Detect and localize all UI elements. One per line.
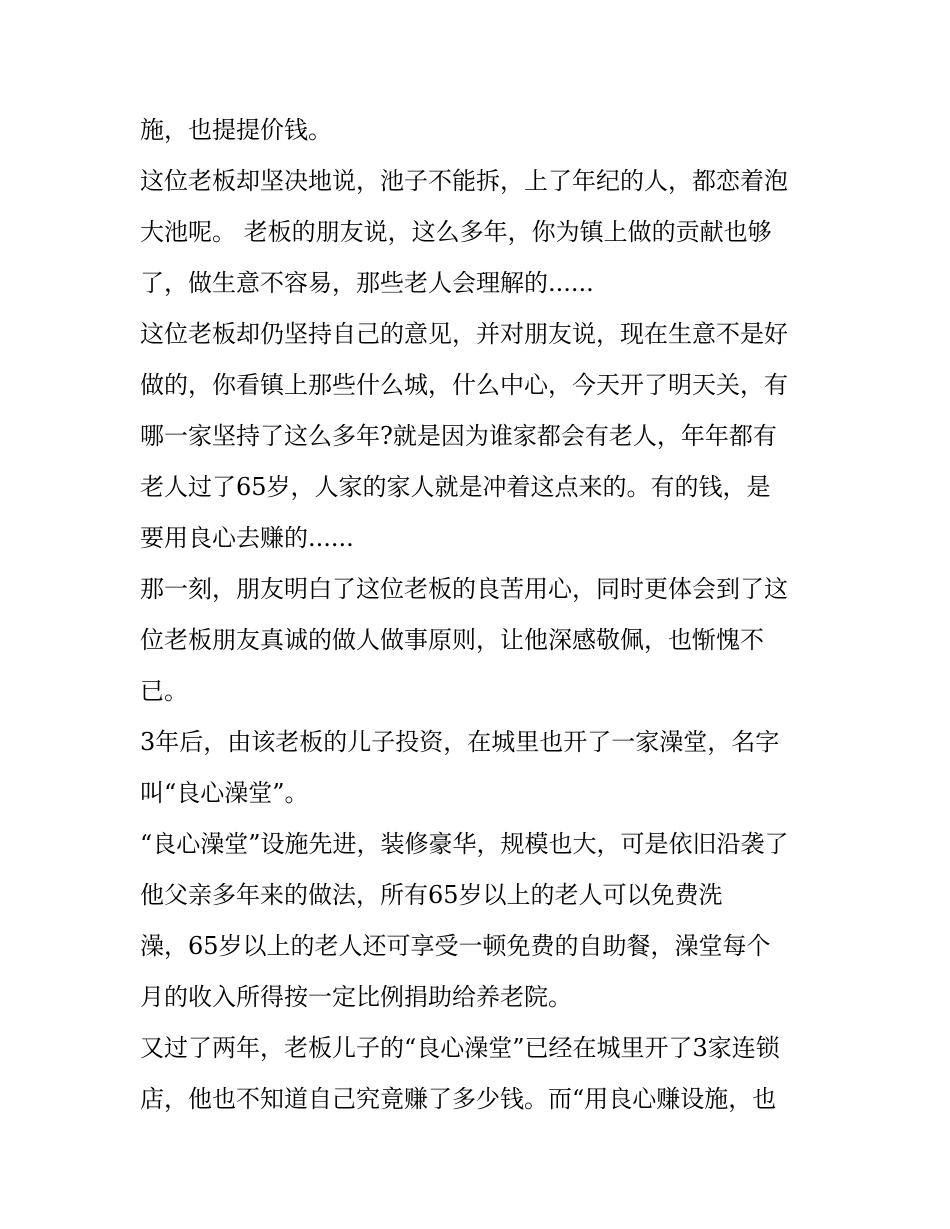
text-line: 那一刻，朋友明白了这位老板的良苦用心，同时更体会到了这 bbox=[140, 575, 788, 603]
text-line: 哪一家坚持了这么多年?就是因为谁家都会有老人，年年都有 bbox=[140, 422, 777, 450]
text-line: 澡，65岁以上的老人还可享受一顿免费的自助餐，澡堂每个 bbox=[140, 932, 771, 960]
text-line: 要用良心去赚的...... bbox=[140, 524, 354, 552]
text-line: 做的，你看镇上那些什么城，什么中心，今天开了明天关，有 bbox=[140, 371, 788, 399]
text-line: 他父亲多年来的做法，所有65岁以上的老人可以免费洗 bbox=[140, 881, 723, 909]
text-line: 已。 bbox=[140, 677, 188, 705]
text-line: 施，也提提价钱。 bbox=[140, 116, 332, 144]
text-line: 这位老板却仍坚持自己的意见，并对朋友说，现在生意不是好 bbox=[140, 320, 788, 348]
text-line: 了，做生意不容易，那些老人会理解的...... bbox=[140, 269, 594, 297]
text-line: 位老板朋友真诚的做人做事原则，让他深感敬佩，也惭愧不 bbox=[140, 626, 764, 654]
text-line: 3年后，由该老板的儿子投资，在城里也开了一家澡堂，名字 bbox=[140, 728, 780, 756]
text-line: 又过了两年，老板儿子的“良心澡堂”已经在城里开了3家连锁 bbox=[140, 1034, 780, 1062]
text-line: 月的收入所得按一定比例捐助给养老院。 bbox=[140, 983, 572, 1011]
text-line: “良心澡堂”设施先进，装修豪华，规模也大，可是依旧沿袭了 bbox=[140, 830, 789, 858]
text-line: 叫“良心澡堂”。 bbox=[140, 779, 309, 807]
text-line: 店，他也不知道自己究竟赚了多少钱。而“用良心赚设施，也 bbox=[140, 1085, 777, 1113]
text-line: 这位老板却坚决地说，池子不能拆，上了年纪的人，都恋着泡 bbox=[140, 167, 788, 195]
text-line: 老人过了65岁，人家的家人就是冲着这点来的。有的钱，是 bbox=[140, 473, 771, 501]
body-text bbox=[140, 108, 830, 1128]
text-line: 大池呢。 老板的朋友说，这么多年，你为镇上做的贡献也够 bbox=[140, 218, 772, 246]
